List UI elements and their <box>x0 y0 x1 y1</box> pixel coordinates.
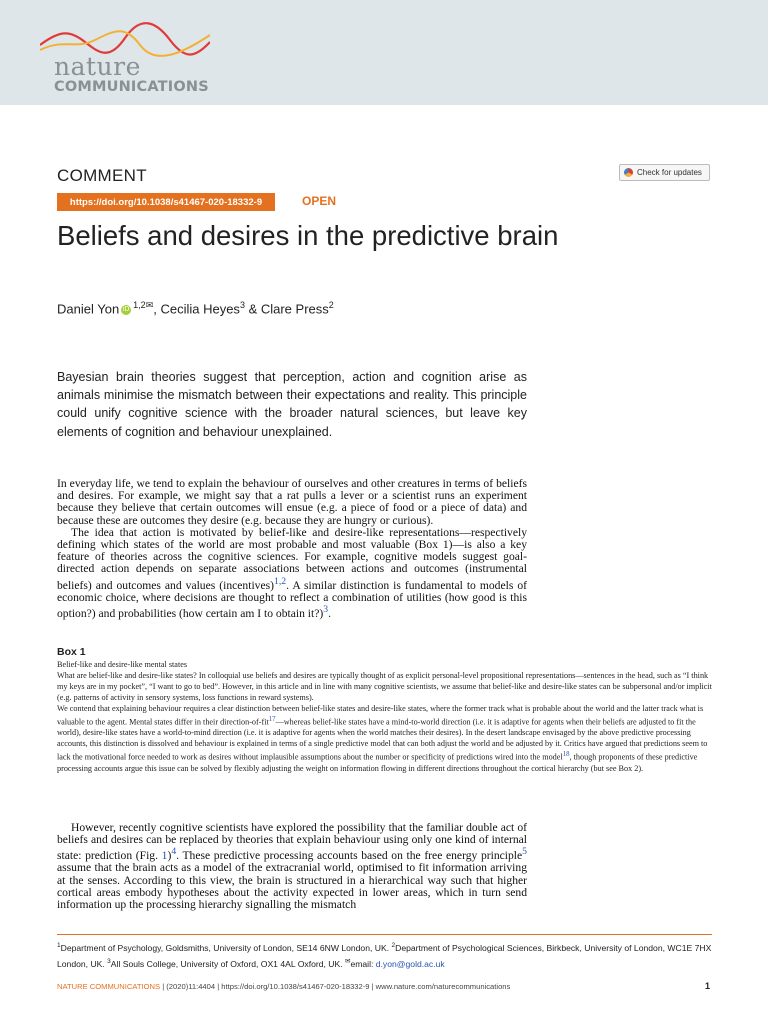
citation-link[interactable]: 4 <box>171 846 177 858</box>
journal-logo-communications: COMMUNICATIONS <box>54 79 209 95</box>
page-number: 1 <box>705 981 711 991</box>
affiliations-footnote: $^1$Department of Psychology, Goldsmiths, University of London, SE14 6NW London, UK. $^2$Department of Psychological Sciences, Birkbeck, University of London, WC1E 7HX London, UK. $^3$All Souls College, University of Oxford, OX1 4AL Oxford, UK. ✉email: d.yon@gold.ac.uk <box>57 942 712 969</box>
author-name[interactable]: , Cecilia Heyes <box>153 301 240 317</box>
box-subtitle: Belief-like and desire-like mental states <box>57 660 188 669</box>
orcid-icon[interactable]: iD <box>122 305 130 313</box>
figure-link[interactable]: 1 <box>161 849 168 863</box>
box-title: Box 1 <box>57 646 86 658</box>
box-paragraph: What are belief-like and desire-like states? In colloquial use beliefs and desires are typically thought of as explicit personal-level propositional representations—sentences in the head, such as “I think my keys are in my pocket”, “I want to go to bed”. However, in this article and in line with many cognitive scientists, we assume that belief-like and desire-like states can be subpersonal and/or implicit (e.g. patterns of activity in sensory systems, loss functions in reward systems). <box>57 670 712 702</box>
citation-link[interactable]: 1,2 <box>273 575 287 587</box>
author-name[interactable]: & Clare Press <box>244 301 329 317</box>
paragraph: In everyday life, we tend to explain the behaviour of ourselves and other creatures in terms of beliefs and desires. For example, we might say that a rat pulls a lever or a scientist runs an experiment because they believe that certain outcomes will ensue (e.g. a piece of food or a piece of data) and because these are outcomes they desire (e.g. because they are hungry or curious). <box>57 477 527 527</box>
affiliation-ref: 2 <box>328 300 334 310</box>
check-updates-button[interactable] <box>619 164 710 181</box>
email-icon[interactable]: ✉ <box>145 300 154 310</box>
body-text-bottom <box>57 822 527 911</box>
body-text-top <box>57 478 527 620</box>
check-updates-label: Check for updates <box>637 168 702 177</box>
email-icon: ✉ <box>345 957 351 965</box>
footnote-divider <box>57 934 712 935</box>
doi-link[interactable]: https://doi.org/10.1038/s41467-020-18332-9 <box>57 193 275 211</box>
box-1 <box>57 660 712 775</box>
journal-banner <box>0 0 768 105</box>
author-list <box>57 300 334 316</box>
email-link[interactable]: d.yon@gold.ac.uk <box>375 958 445 969</box>
box-paragraph: We contend that explaining behaviour requires a clear distinction between belief-like states and desire-like states, where the former track what is probable about the world and the latter track what is valuable to the agent. Mental states differ in their direction-of-fit$^{17}$—whereas belief-like states have a mind-to-world direction (i.e. it is adaptive for agents when their beliefs are adjusted to fit the world), desire-like states have a world-to-mind direction (i.e. it is adaptive for agents when the world matches their desires). In the desert landscape envisaged by the above predictive processing accounts, this distinction is dissolved and behaviour is explained in terms of a single predictive model that can both adjust the world and be adjusted by it. Critics have argued that predictions seem to lack the motivational force needed to work as desires without implausible assumptions about the number or specificity of predictions wired into the model$^{18}$, though proponents of these predictive processing accounts argue this issue can be solved by flexibly adjusting the weight on information flowing in different directions throughout the cortical hierarchy (but see Box 2). <box>57 703 708 773</box>
affiliation-ref: 1,2 <box>133 300 146 310</box>
affiliation-ref: 3 <box>239 300 245 310</box>
abstract: Bayesian brain theories suggest that perception, action and cognition arise as animals minimise the mismatch between their expectations and reality. This principle could unify cognitive science with the broader natural sciences, but leave key elements of cognition and behaviour unexplained. <box>57 370 527 439</box>
citation-link[interactable]: 17 <box>268 715 276 723</box>
footer-citation: | (2020)11:4404 | https://doi.org/10.1038/s41467-020-18332-9 | www.nature.com/naturecommunications <box>160 982 511 991</box>
page-footer <box>57 982 712 991</box>
article-title: Beliefs and desires in the predictive brain <box>57 220 559 251</box>
paragraph: However, recently cognitive scientists have explored the possibility that the familiar double act of beliefs and desires can be replaced by theories that explain behaviour using only one kind of internal state: prediction (Fig. 1)$^4$. These predictive processing accounts based on the free energy principle$^5$ assume that the brain acts as a model of the extracranial world, optimised to fit information arriving at the senses. According to this view, the brain is structured in a hierarchical way such that higher cortical areas embody hypotheses about the activity expected in lower areas, which in turn send information up the processing hierarchy signalling the mismatch <box>57 821 527 912</box>
journal-logo-nature: nature <box>54 52 141 81</box>
paragraph: The idea that action is motivated by belief-like and desire-like representations—respectively defining which states of the world are most probable and most valuable (Box 1)—is also a key feature of theories across the cognitive sciences. For example, cognitive models suggest goal-directed action depends on separate associations between actions and outcomes (instrumental beliefs) and outcomes and values (incentives)$^{1,2}$. A similar distinction is fundamental to models of economic choice, where decisions are thought to reflect a combination of utilities (how good is this option?) and probabilities (how certain am I to obtain it?)$^3$. <box>57 525 527 620</box>
article-type: COMMENT <box>57 166 147 185</box>
crossmark-icon <box>624 168 633 177</box>
author-name[interactable]: Daniel Yon <box>57 301 120 317</box>
journal-name[interactable]: NATURE COMMUNICATIONS <box>57 982 161 991</box>
open-access-badge: OPEN <box>302 194 337 208</box>
citation-link[interactable]: 5 <box>522 846 527 858</box>
citation-link[interactable]: 18 <box>562 750 570 758</box>
citation-link[interactable]: 3 <box>323 603 329 615</box>
